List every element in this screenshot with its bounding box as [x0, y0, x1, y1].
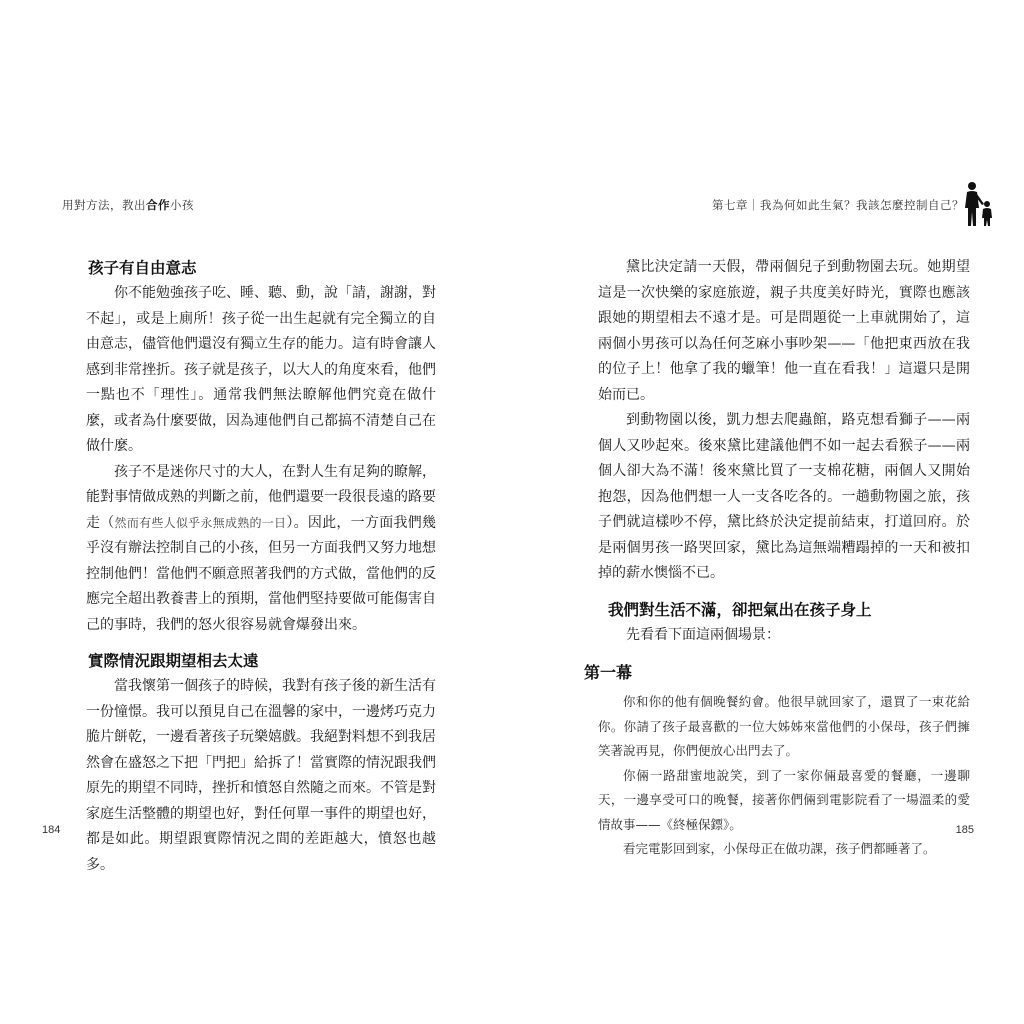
- paragraph-text: 孩子不是迷你尺寸的大人，在對人生有足夠的瞭解，能對事情做成熟的判斷之前，他們還要一段很長遠的路要走（: [86, 463, 436, 531]
- parent-child-silhouette-icon: [962, 180, 996, 228]
- section-heading-expectations: 實際情況跟期望相去太遠: [88, 651, 259, 670]
- parenthetical-note: 然而有些人似乎永無成熟的一日: [114, 515, 287, 530]
- scene-text: [598, 690, 970, 862]
- scene-paragraph: 看完電影回到家，小保母正在做功課，孩子們都睡著了。: [623, 841, 936, 856]
- paragraph: 當我懷第一個孩子的時候，我對有孩子後的新生活有一份憧憬。我可以預見自己在溫馨的家中，一邊烤巧克力脆片餅乾，一邊看著孩子玩樂嬉戲。我絕對料想不到我居然會在盛怒之下把「門把」給拆了！當實際的情況跟我們原先的期望不同時，挫折和憤怒自然隨之而來。不管是對家庭生活整體的期望也好，對任何單一事件的期望也好，都是如此。期望跟實際情況之間的差距越大，憤怒也越多。: [86, 678, 436, 873]
- paragraph: [86, 460, 436, 639]
- paragraph: 先看看下面這兩個場景：: [626, 626, 780, 643]
- running-head-bold: 合作: [146, 198, 170, 212]
- page-number-right: 185: [955, 824, 974, 836]
- scene-paragraph: 你倆一路甜蜜地說笑，到了一家你倆最喜愛的餐廳，一邊聊天，一邊享受可口的晚餐，接著你們倆到電影院看了一場溫柔的愛情故事——《終極保鏢》。: [598, 767, 970, 832]
- right-content: [584, 255, 970, 862]
- running-head-post: 小孩: [170, 198, 194, 212]
- right-page: [512, 0, 1024, 1024]
- left-content: [86, 255, 436, 878]
- section-heading-dissatisfaction: 我們對生活不滿，卻把氣出在孩子身上: [608, 599, 872, 619]
- scene-paragraph: 你和你的他有個晚餐約會。他很早就回家了，還買了一束花給你。你請了孩子最喜歡的一位大姊姊來當他們的小保母，孩子們擁笑著說再見，你們便放心出門去了。: [598, 694, 970, 758]
- paragraph: 到動物園以後，凱力想去爬蟲館，路克想看獅子——兩個人又吵起來。後來黛比建議他們不如一起去看猴子——兩個人卻大為不滿！後來黛比買了一支棉花糖，兩個人又開始抱怨，因為他們想一人一支各吃各的。一趟動物園之旅，孩子們就這樣吵不停，黛比終於決定提前結束，打道回府。於是兩個男孩一路哭回家，黛比為這無端糟蹋掉的一天和被扣掉的薪水懊惱不已。: [598, 412, 970, 581]
- section-heading-free-will: 孩子有自由意志: [88, 258, 197, 277]
- paragraph: 你不能勉強孩子吃、睡、聽、動，說「請，謝謝，對不起」，或是上廁所！孩子從一出生起就有完全獨立的自由意志，儘管他們還沒有獨立生存的能力。這有時會讓人感到非常挫折。孩子就是孩子，以大人的角度來看，他們一點也不「理性」。通常我們無法瞭解他們究竟在做什麼，或者為什麼要做，因為連他們自己都搞不清楚自己在做什麼。: [86, 285, 436, 454]
- paragraph: 黛比決定請一天假，帶兩個兒子到動物園去玩。她期望這是一次快樂的家庭旅遊，親子共度美好時光，實際也應該跟她的期望相去不遠才是。可是問題從一上車就開始了，這兩個小男孩可以為任何芝麻小事吵架——「他把東西放在我的位子上！他拿了我的蠟筆！他一直在看我！」這還只是開始而已。: [598, 259, 970, 403]
- running-head-left: [62, 197, 194, 213]
- scene-heading: 第一幕: [584, 663, 633, 682]
- paragraph-text: ）。因此，一方面我們幾乎沒有辦法控制自己的小孩，但另一方面我們又努力地想控制他們！當他們不願意照著我們的方式做，當他們的反應完全超出教養書上的預期，當他們堅持要做可能傷害自己的事時，我們的怒火很容易就會爆發出來。: [86, 514, 436, 633]
- page-number-left: 184: [42, 824, 61, 836]
- running-head-right: 第七章｜我為何如此生氣？我該怎麼控制自己？: [712, 198, 964, 212]
- running-head-pre: 用對方法，教出: [62, 198, 146, 212]
